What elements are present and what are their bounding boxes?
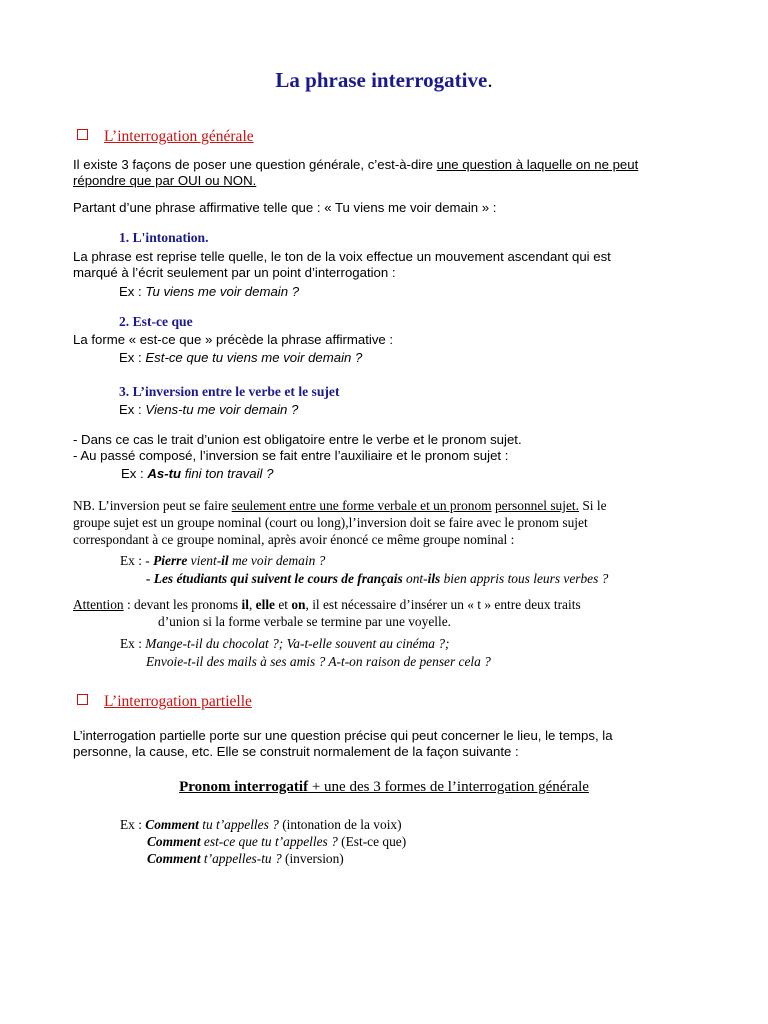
partielle-text-2: personne, la cause, etc. Elle se construit normalement de la façon suivante :	[73, 744, 519, 759]
checkbox-bullet-icon	[77, 694, 88, 705]
nb-line-2: groupe sujet est un groupe nominal (court ou long),l’inversion doit se faire avec le pronom sujet	[73, 515, 588, 530]
example-comment-3: Comment t’appelles-tu ? (inversion)	[147, 851, 344, 866]
section-heading-generale: L’interrogation générale	[77, 128, 254, 146]
formula-line: Pronom interrogatif + une des 3 formes de l’interrogation générale	[179, 779, 589, 795]
intonation-text-2: marqué à l’écrit seulement par un point d’interrogation :	[73, 265, 396, 280]
subheading-intonation: 1. L'intonation.	[119, 230, 209, 245]
attention-line-1: Attention : devant les pronoms il, elle et on, il est nécessaire d’insérer un « t » entre deux traits	[73, 597, 581, 612]
example-pierre: Ex : - Pierre vient-il me voir demain ?	[120, 553, 326, 568]
nb-line-3: correspondant à ce groupe nominal, après avoir énoncé ce même groupe nominal :	[73, 532, 515, 547]
partielle-text-1: L’interrogation partielle porte sur une question précise qui peut concerner le lieu, le temps, la	[73, 728, 613, 743]
example-t-euphonique-2: Envoie-t-il des mails à ses amis ? A-t-on raison de penser cela ?	[146, 654, 491, 669]
example-t-euphonique-1: Ex : Mange-t-il du chocolat ?; Va-t-elle souvent au cinéma ?;	[120, 636, 450, 651]
subheading-est-ce-que: 2. Est-ce que	[119, 314, 193, 329]
intonation-text-1: La phrase est reprise telle quelle, le ton de la voix effectue un mouvement ascendant qui est	[73, 249, 611, 264]
example-comment-2: Comment est-ce que tu t’appelles ? (Est-ce que)	[147, 834, 407, 849]
intro-line-2: répondre que par OUI ou NON.	[73, 173, 257, 188]
example-est-ce-que: Ex : Est-ce que tu viens me voir demain ?	[119, 350, 363, 365]
partant-line: Partant d’une phrase affirmative telle que : « Tu viens me voir demain » :	[73, 200, 497, 215]
note-passe-compose: - Au passé composé, l’inversion se fait entre l’auxiliaire et le pronom sujet :	[73, 448, 509, 463]
page-title: La phrase interrogative.	[275, 68, 493, 92]
intro-line-1: Il existe 3 façons de poser une question générale, c’est-à-dire une question à laquelle on ne peut	[73, 157, 639, 172]
nb-line-1: NB. L’inversion peut se faire seulement entre une forme verbale et un pronom personnel sujet. Si le	[73, 498, 607, 513]
example-comment-1: Ex : Comment tu t’appelles ? (intonation de la voix)	[120, 817, 402, 832]
example-passe-compose: Ex : As-tu fini ton travail ?	[121, 466, 274, 481]
attention-line-2: d’union si la forme verbale se termine par une voyelle.	[158, 614, 451, 629]
note-trait-union: - Dans ce cas le trait d’union est obligatoire entre le verbe et le pronom sujet.	[73, 432, 522, 447]
subheading-inversion: 3. L’inversion entre le verbe et le sujet	[119, 384, 340, 399]
checkbox-bullet-icon	[77, 129, 88, 140]
example-etudiants: - Les étudiants qui suivent le cours de français ont-ils bien appris tous leurs verbes ?	[146, 571, 609, 586]
est-ce-que-text: La forme « est-ce que » précède la phrase affirmative :	[73, 332, 394, 347]
section-heading-partielle: L’interrogation partielle	[77, 693, 252, 711]
example-intonation: Ex : Tu viens me voir demain ?	[119, 284, 300, 299]
example-inversion: Ex : Viens-tu me voir demain ?	[119, 402, 299, 417]
